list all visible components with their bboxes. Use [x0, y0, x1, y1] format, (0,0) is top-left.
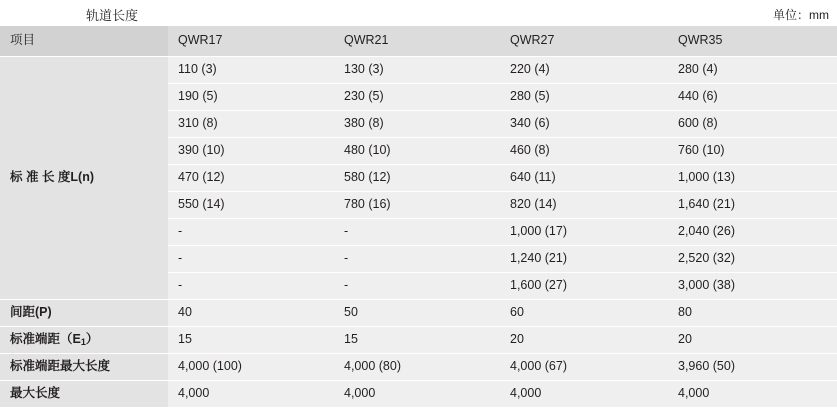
cell-value: 15 [168, 327, 334, 354]
cell-value: 1,600 (27) [500, 273, 668, 300]
row-label-tail: ） [85, 332, 99, 347]
cell-value: 110 (3) [168, 57, 334, 84]
table-body [0, 57, 837, 408]
cell-value: 230 (5) [334, 84, 500, 111]
cell-value: 440 (6) [668, 84, 837, 111]
cell-value: - [334, 273, 500, 300]
table-row [0, 381, 837, 408]
cell-value: 4,000 (100) [168, 354, 334, 381]
cell-value: 600 (8) [668, 111, 837, 138]
cell-value: 2,040 (26) [668, 219, 837, 246]
table-row [0, 327, 837, 354]
cell-value: 640 (11) [500, 165, 668, 192]
cell-value: 380 (8) [334, 111, 500, 138]
cell-value: 20 [668, 327, 837, 354]
table-row [0, 57, 837, 84]
cell-value: 3,000 (38) [668, 273, 837, 300]
cell-value: 4,000 [334, 381, 500, 408]
cell-value: - [334, 219, 500, 246]
row-label-max-length: 最大长度 [0, 381, 168, 408]
table-unit-label: 单位：mm [773, 8, 829, 22]
table-header [0, 26, 837, 57]
row-label-subscript: 1 [80, 337, 86, 348]
cell-value: - [334, 246, 500, 273]
cell-value: 4,000 [500, 381, 668, 408]
cell-value: 580 (12) [334, 165, 500, 192]
table-row [0, 354, 837, 381]
cell-value: 310 (8) [168, 111, 334, 138]
cell-value: 760 (10) [668, 138, 837, 165]
cell-value: 480 (10) [334, 138, 500, 165]
cell-value: - [168, 219, 334, 246]
rail-length-table [0, 26, 837, 408]
cell-value: 4,000 (80) [334, 354, 500, 381]
cell-value: - [168, 273, 334, 300]
cell-value: 80 [668, 300, 837, 327]
cell-value: 460 (8) [500, 138, 668, 165]
row-label-max-length-standard-end: 标准端距最大长度 [0, 354, 168, 381]
cell-value: 1,240 (21) [500, 246, 668, 273]
cell-value: 15 [334, 327, 500, 354]
cell-value: 4,000 (67) [500, 354, 668, 381]
caption-row [0, 0, 837, 26]
cell-value: 220 (4) [500, 57, 668, 84]
cell-value: 550 (14) [168, 192, 334, 219]
cell-value: 4,000 [168, 381, 334, 408]
cell-value: 470 (12) [168, 165, 334, 192]
cell-value: 2,520 (32) [668, 246, 837, 273]
column-header-qwr35: QWR35 [668, 26, 837, 57]
cell-value: 40 [168, 300, 334, 327]
table-row [0, 300, 837, 327]
column-header-qwr27: QWR27 [500, 26, 668, 57]
column-header-item: 项目 [0, 26, 168, 57]
cell-value: 280 (4) [668, 57, 837, 84]
cell-value: 190 (5) [168, 84, 334, 111]
cell-value: 4,000 [668, 381, 837, 408]
cell-value: - [168, 246, 334, 273]
cell-value: 340 (6) [500, 111, 668, 138]
cell-value: 20 [500, 327, 668, 354]
cell-value: 780 (16) [334, 192, 500, 219]
cell-value: 280 (5) [500, 84, 668, 111]
row-label-standard-end-distance [0, 327, 168, 354]
cell-value: 390 (10) [168, 138, 334, 165]
cell-value: 60 [500, 300, 668, 327]
cell-value: 820 (14) [500, 192, 668, 219]
cell-value: 1,000 (13) [668, 165, 837, 192]
table-header-row [0, 26, 837, 57]
cell-value: 3,960 (50) [668, 354, 837, 381]
row-label-pitch: 间距(P) [0, 300, 168, 327]
column-header-qwr21: QWR21 [334, 26, 500, 57]
row-label-standard-length: 标 准 长 度L(n) [0, 57, 168, 300]
cell-value: 1,640 (21) [668, 192, 837, 219]
table-caption-title: 轨道长度 [86, 8, 139, 23]
column-header-qwr17: QWR17 [168, 26, 334, 57]
cell-value: 1,000 (17) [500, 219, 668, 246]
cell-value: 50 [334, 300, 500, 327]
cell-value: 130 (3) [334, 57, 500, 84]
row-label-text: 标准端距（E [10, 332, 81, 347]
